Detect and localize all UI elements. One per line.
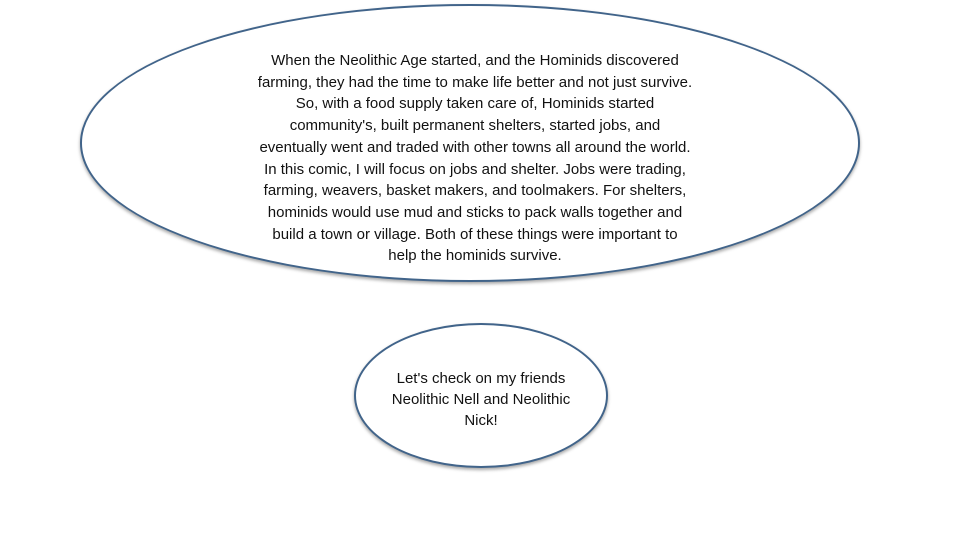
speech-line: Let's check on my friends — [396, 370, 566, 387]
narration-line: So, with a food supply taken care of, Hominids started — [295, 95, 655, 113]
narration-line: farming, weavers, basket makers, and toolmakers. For shelters, — [263, 182, 687, 200]
narration-line: farming, they had the time to make life better and not just survive. — [257, 73, 693, 91]
speech-line: Neolithic Nell and Neolithic — [391, 391, 571, 408]
speech-text — [370, 368, 592, 431]
narration-line: When the Neolithic Age started, and the Hominids discovered — [271, 52, 679, 69]
narration-line: hominids would use mud and sticks to pack walls together and — [267, 203, 683, 221]
narration-line: help the hominids survive. — [388, 247, 562, 265]
speech-line: Nick! — [464, 412, 498, 429]
narration-line: eventually went and traded with other towns all around the world. — [259, 138, 691, 156]
narration-line: In this comic, I will focus on jobs and shelter. Jobs were trading, — [264, 160, 686, 178]
narration-text — [222, 50, 728, 267]
narration-line: community's, built permanent shelters, started jobs, and — [289, 117, 661, 135]
narration-line: build a town or village. Both of these things were important to — [272, 225, 678, 243]
